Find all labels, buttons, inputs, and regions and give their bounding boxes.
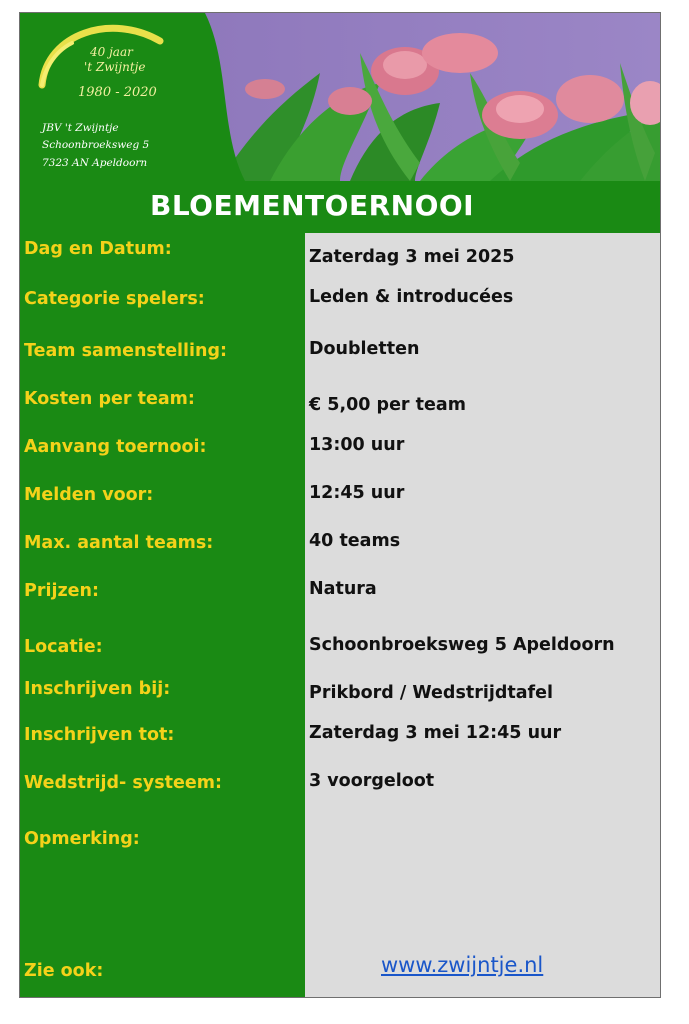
value-report: 12:45 uur [309, 483, 405, 503]
logo-period: 1980 - 2020 [78, 85, 157, 100]
value-signup-at: Prikbord / Wedstrijdtafel [309, 683, 554, 703]
labels-column [20, 233, 305, 997]
label-signup-at: Inschrijven bij: [24, 679, 171, 699]
value-start: 13:00 uur [309, 435, 405, 455]
label-location: Locatie: [24, 637, 103, 657]
title-bar [20, 181, 660, 233]
value-prizes: Natura [309, 579, 377, 599]
value-signup-until: Zaterdag 3 mei 12:45 uur [309, 723, 562, 743]
label-signup-until: Inschrijven tot: [24, 725, 175, 745]
club-city: 7323 AN Apeldoorn [42, 157, 148, 169]
label-max-teams: Max. aantal teams: [24, 533, 214, 553]
label-start: Aanvang toernooi: [24, 437, 207, 457]
value-category: Leden & introducées [309, 287, 514, 307]
label-prizes: Prijzen: [24, 581, 99, 601]
header-banner [20, 13, 660, 181]
flyer [19, 12, 661, 998]
tournament-title: BLOEMENTOERNOOI [150, 189, 475, 222]
label-remark: Opmerking: [24, 829, 140, 849]
values-column [305, 233, 660, 997]
label-see-also: Zie ook: [24, 961, 104, 981]
logo-club-name: 't Zwijntje [84, 60, 146, 74]
value-location: Schoonbroeksweg 5 Apeldoorn [309, 635, 615, 655]
value-max-teams: 40 teams [309, 531, 401, 551]
logo-years-label: 40 jaar [90, 45, 133, 59]
value-cost: € 5,00 per team [309, 395, 466, 415]
value-date: Zaterdag 3 mei 2025 [309, 247, 515, 267]
label-category: Categorie spelers: [24, 289, 205, 309]
club-name: JBV 't Zwijntje [42, 122, 119, 134]
label-cost: Kosten per team: [24, 389, 195, 409]
label-system: Wedstrijd- systeem: [24, 773, 222, 793]
value-team: Doubletten [309, 339, 420, 359]
label-report: Melden voor: [24, 485, 154, 505]
value-system: 3 voorgeloot [309, 771, 435, 791]
website-link[interactable]: www.zwijntje.nl [381, 953, 544, 977]
club-street: Schoonbroeksweg 5 [42, 139, 150, 151]
label-date: Dag en Datum: [24, 239, 172, 259]
label-team: Team samenstelling: [24, 341, 228, 361]
